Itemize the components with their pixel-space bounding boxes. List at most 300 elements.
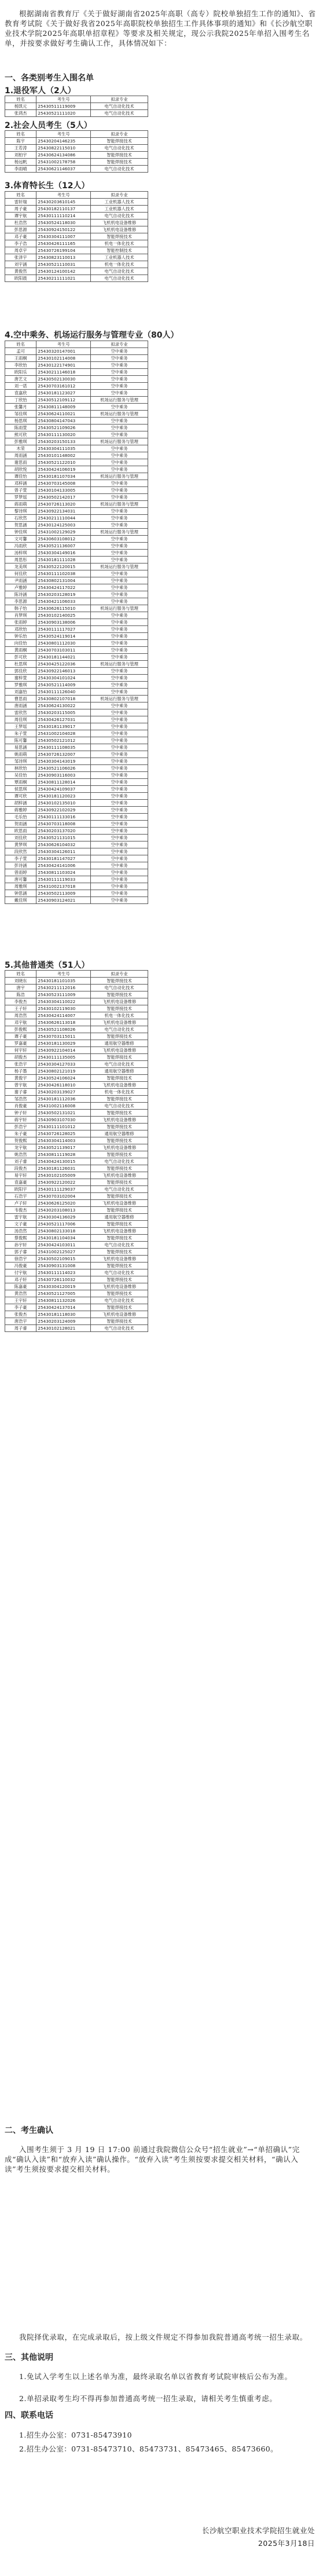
exam-id-cell: 25430211146018	[36, 369, 91, 376]
table-row	[5, 1290, 148, 1297]
name-cell: 周雨涵	[5, 452, 36, 459]
column-header: 考生号	[36, 341, 91, 348]
exam-id-cell: 25430521136007	[36, 543, 91, 550]
table-row	[5, 633, 148, 640]
name-cell: 邓子豪	[5, 233, 36, 240]
name-cell: 朱子豪	[5, 1130, 36, 1137]
name-cell: 罗嘉豪	[5, 1040, 36, 1047]
table-row	[5, 543, 148, 550]
section-title-confirm: 二、考生确认	[5, 2126, 53, 2135]
name-cell: 彭雅琪	[5, 438, 36, 445]
major-cell: 智能焊接技术	[91, 978, 148, 985]
table-row	[5, 390, 148, 397]
name-cell: 徐浩宇	[5, 1256, 36, 1263]
exam-id-cell: 25430111102038	[36, 570, 91, 577]
major-cell: 电气自动化技术	[91, 1103, 148, 1110]
name-cell: 易宇轩	[5, 1172, 36, 1179]
exam-id-cell: 25430726113020	[36, 501, 91, 508]
name-cell: 陈雨萱	[5, 425, 36, 431]
major-cell: 智能焊接技术	[91, 1193, 148, 1200]
exam-id-cell: 25430304114003	[36, 1137, 91, 1144]
exam-id-cell: 25430181104034	[36, 1235, 91, 1242]
column-header: 姓名	[5, 971, 36, 978]
major-cell: 智能焊接技术	[91, 1110, 148, 1117]
name-cell: 钟思涵	[5, 890, 36, 897]
major-cell: 智能焊接技术	[91, 1075, 148, 1082]
table-row	[5, 758, 148, 765]
table-header-row	[5, 192, 148, 199]
name-cell: 杜思琪	[5, 661, 36, 668]
intro-paragraph: 根据湖南省教育厅《关于做好湖南省2025年高职（高专）院校单独招生工作的通知》、省教育考试院《关于做好我省2025年高职院校单独招生工作具体事项的通知》和《长沙航空职业技术学院2025年高职单招章程》等要求及相关规定，现公示我院2025年单招入围考生名单，并按要求做好考生确认工作，具体情况如下：	[5, 9, 316, 47]
major-cell: 电气自动化技术	[91, 110, 148, 117]
roster-table	[5, 96, 148, 117]
column-header: 考生号	[36, 192, 91, 199]
table-row	[5, 1228, 148, 1235]
table-row	[5, 1082, 148, 1089]
major-cell: 空中乘务	[91, 348, 148, 355]
exam-id-cell: 25430425122036	[36, 661, 91, 668]
major-cell: 机场运行服务与管理	[91, 661, 148, 668]
exam-id-cell: 25430522120015	[36, 564, 91, 570]
name-cell: 贺雨涵	[5, 821, 36, 828]
major-cell: 空中乘务	[91, 425, 148, 431]
table-row	[5, 723, 148, 730]
table-row	[5, 661, 148, 668]
exam-id-cell: 25430111110214	[36, 213, 91, 219]
name-cell: 向佳怡	[5, 640, 36, 647]
major-cell: 空中乘务	[91, 751, 148, 758]
major-cell: 机场运行服务与管理	[91, 438, 148, 445]
name-cell: 韩子怡	[5, 605, 36, 612]
name-cell: 张浩宇	[5, 1061, 36, 1068]
table-row	[5, 1124, 148, 1130]
exam-id-cell: 25430703102004	[36, 1193, 91, 1200]
major-cell: 空中乘务	[91, 515, 148, 522]
table-row	[5, 998, 148, 1005]
major-cell: 飞机机电设备维修	[91, 1144, 148, 1151]
confirm-paragraph: 入围考生须于 3 月 19 日 17:00 前通过我院微信公众号“招生就业”→“单招确认”完成“确认入读”和“放弃入读”确认操作。“放弃入读”考生须按要求提交相关材料，“确认入读”考生须按要求提交相关材料。	[5, 2145, 300, 2174]
major-cell: 空中乘务	[91, 869, 148, 876]
name-cell: 贺俊熙	[5, 1137, 36, 1144]
exam-id-cell: 25430811148009	[36, 404, 91, 411]
exam-id-cell: 25430426111165	[36, 240, 91, 247]
table-row	[5, 682, 148, 689]
table-row	[5, 199, 148, 206]
exam-id-cell: 25430903107030	[36, 1117, 91, 1124]
exam-id-cell: 25430181118030	[36, 1311, 91, 1318]
name-cell: 石浩宇	[5, 1193, 36, 1200]
major-cell: 飞机机电设备维修	[91, 226, 148, 233]
major-cell: 电气自动化技术	[91, 1158, 148, 1165]
major-cell: 空中乘务	[91, 536, 148, 543]
name-cell: 罗雅琪	[5, 682, 36, 689]
table-row	[5, 501, 148, 508]
major-cell: 电气自动化技术	[91, 1061, 148, 1068]
major-cell: 智能焊接技术	[91, 1033, 148, 1040]
major-cell: 通用航空器维修	[91, 1130, 148, 1137]
exam-id-cell: 25430211111021	[36, 275, 91, 282]
name-cell: 肖俊豪	[5, 1103, 36, 1110]
table-row	[5, 626, 148, 633]
group-title: 4.空中乘务、机场运行服务与管理专业（80人）	[5, 331, 179, 340]
exam-id-cell: 25430726199104	[36, 247, 91, 254]
confirm-paragraph-2: 我院择优录取，在完成录取后，按上级文件规定不得参加我院普通高考统一招生录取。	[19, 2332, 307, 2341]
table-row	[5, 1130, 148, 1137]
table-row	[5, 793, 148, 800]
table-row	[5, 890, 148, 897]
exam-id-cell: 25430502109015	[36, 1256, 91, 1263]
name-cell: 周卓宇	[5, 247, 36, 254]
exam-id-cell: 25430102140025	[36, 612, 91, 619]
name-cell: 姚雨萌	[5, 751, 36, 758]
table-row	[5, 612, 148, 619]
major-cell: 电气自动化技术	[91, 166, 148, 173]
exam-id-cell: 25430502113009	[36, 890, 91, 897]
exam-id-cell: 25430102114008	[36, 355, 91, 362]
exam-id-cell: 25430203128019	[36, 591, 91, 598]
exam-id-cell: 25430802131004	[36, 577, 91, 584]
major-cell: 空中乘务	[91, 744, 148, 751]
section-title-notes: 三、其他说明	[5, 2353, 53, 2362]
exam-id-cell: 25430524118030	[36, 219, 91, 226]
table-row	[5, 247, 148, 254]
exam-id-cell: 25430922146013	[36, 668, 91, 675]
major-cell: 飞机机电设备维修	[91, 219, 148, 226]
exam-id-cell: 25430521114009	[36, 682, 91, 689]
exam-id-cell: 25430203115005	[36, 709, 91, 716]
exam-id-cell: 25430811119028	[36, 1151, 91, 1158]
exam-id-cell: 25430111126040	[36, 689, 91, 696]
major-cell: 空中乘务	[91, 508, 148, 515]
major-cell: 空中乘务	[91, 466, 148, 473]
major-cell: 智能焊接技术	[91, 138, 148, 145]
name-cell: 李欣怡	[5, 362, 36, 369]
major-cell: 空中乘务	[91, 758, 148, 765]
table-header-row	[5, 96, 148, 103]
major-cell: 空中乘务	[91, 800, 148, 807]
name-cell: 谭佳怡	[5, 473, 36, 480]
exam-id-cell: 25430102119030	[36, 1005, 91, 1012]
table-row	[5, 445, 148, 452]
table-row	[5, 744, 148, 751]
exam-id-cell: 25430512109112	[36, 397, 91, 404]
name-cell: 周子睿	[5, 1325, 36, 1332]
table-row	[5, 1214, 148, 1221]
table-row	[5, 737, 148, 744]
exam-id-cell: 25430626125020	[36, 1200, 91, 1207]
table-row	[5, 862, 148, 869]
table-row	[5, 1075, 148, 1082]
table-row	[5, 397, 148, 404]
table-row	[5, 1117, 148, 1124]
table-row	[5, 1165, 148, 1172]
exam-id-cell: 25430903138006	[36, 619, 91, 626]
name-cell: 易思涵	[5, 744, 36, 751]
major-cell: 智能焊接技术	[91, 1096, 148, 1103]
name-cell: 吴佳怡	[5, 772, 36, 779]
name-cell: 胡俊杰	[5, 1054, 36, 1061]
exam-id-cell: 25430111114023	[36, 1269, 91, 1276]
table-row	[5, 577, 148, 584]
exam-id-cell: 25430181123027	[36, 390, 91, 397]
major-cell: 空中乘务	[91, 487, 148, 494]
table-row	[5, 438, 148, 445]
table-row	[5, 369, 148, 376]
exam-id-cell: 25430521111020	[36, 110, 91, 117]
exam-id-cell: 25430521110031	[36, 261, 91, 268]
major-cell: 空中乘务	[91, 702, 148, 709]
major-cell: 空中乘务	[91, 855, 148, 862]
major-cell: 空中乘务	[91, 765, 148, 772]
exam-id-cell: 25430102128021	[36, 1325, 91, 1332]
roster-table	[5, 970, 148, 1332]
table-row	[5, 268, 148, 275]
name-cell: 龙宇航	[5, 1144, 36, 1151]
table-row	[5, 425, 148, 431]
name-cell: 欧思雨	[5, 828, 36, 835]
table-row	[5, 431, 148, 438]
exam-id-cell: 25430181112036	[36, 1096, 91, 1103]
exam-id-cell: 25430111119033	[36, 876, 91, 883]
table-row	[5, 515, 148, 522]
major-cell: 通用航空器维修	[91, 1040, 148, 1047]
exam-id-cell: 25430111101012	[36, 1124, 91, 1130]
exam-id-cell: 25430603108012	[36, 536, 91, 543]
table-row	[5, 452, 148, 459]
table-row	[5, 675, 148, 682]
table-row	[5, 494, 148, 501]
exam-id-cell: 25430203108013	[36, 1207, 91, 1214]
table-row	[5, 536, 148, 543]
name-cell: 钟乐怡	[5, 633, 36, 640]
exam-id-cell: 25431002129029	[36, 529, 91, 536]
column-header: 拟录专业	[91, 971, 148, 978]
major-cell: 飞机机电设备维修	[91, 1117, 148, 1124]
major-cell: 空中乘务	[91, 737, 148, 744]
name-cell: 张鸿杰	[5, 110, 36, 117]
table-row	[5, 584, 148, 591]
exam-id-cell: 25431002178758	[36, 159, 91, 166]
exam-id-cell: 25430211112016	[36, 985, 91, 991]
table-row	[5, 1276, 148, 1283]
name-cell: 卢子轩	[5, 1200, 36, 1207]
name-cell: 刘晓东	[5, 978, 36, 985]
table-row	[5, 869, 148, 876]
exam-id-cell: 25430203150133	[36, 438, 91, 445]
exam-id-cell: 25430823110013	[36, 254, 91, 261]
exam-id-cell: 25430122174901	[36, 362, 91, 369]
exam-id-cell: 25430426118010	[36, 1082, 91, 1089]
name-cell: 邹佳琪	[5, 411, 36, 418]
name-cell: 孟可	[5, 348, 36, 355]
exam-id-cell: 25430101148002	[36, 452, 91, 459]
major-cell: 空中乘务	[91, 619, 148, 626]
table-row	[5, 459, 148, 466]
exam-id-cell: 25430703115011	[36, 1033, 91, 1040]
table-row	[5, 557, 148, 564]
table-row	[5, 598, 148, 605]
table-row	[5, 1256, 148, 1263]
major-cell: 飞机机电设备维修	[91, 1311, 148, 1318]
name-cell: 邹诗琪	[5, 758, 36, 765]
table-row	[5, 1242, 148, 1249]
table-row	[5, 835, 148, 841]
major-cell: 空中乘务	[91, 821, 148, 828]
name-cell: 蒋雅婷	[5, 807, 36, 814]
table-row	[5, 466, 148, 473]
exam-id-cell: 25430304111007	[36, 233, 91, 240]
exam-id-cell: 25430181101035	[36, 978, 91, 985]
table-row	[5, 206, 148, 213]
exam-id-cell: 25430424130015	[36, 1158, 91, 1165]
name-cell: 刘宇涵	[5, 261, 36, 268]
name-cell: 姚浩然	[5, 1151, 36, 1158]
note-1: 1.免试入学考生以上述名单为准，最终录取名单以省教育考试院审核后公布为准。	[19, 2372, 292, 2381]
table-row	[5, 991, 148, 998]
name-cell: 段俊杰	[5, 1165, 36, 1172]
exam-id-cell: 25430111133016	[36, 814, 91, 821]
name-cell: 杨思琪	[5, 418, 36, 425]
major-cell: 机场运行服务与管理	[91, 605, 148, 612]
name-cell: 陈可馨	[5, 737, 36, 744]
table-row	[5, 1186, 148, 1193]
major-cell: 空中乘务	[91, 709, 148, 716]
table-row	[5, 166, 148, 173]
table-row	[5, 814, 148, 821]
table-row	[5, 1068, 148, 1075]
name-cell: 文子豪	[5, 1221, 36, 1228]
table-row	[5, 404, 148, 411]
table-row	[5, 1040, 148, 1047]
exam-id-cell: 25430524106024	[36, 1075, 91, 1082]
exam-id-cell: 25430111135005	[36, 1054, 91, 1061]
exam-id-cell: 25430203137020	[36, 828, 91, 835]
name-cell: 李思源	[5, 598, 36, 605]
table-row	[5, 383, 148, 390]
table-row	[5, 1179, 148, 1186]
name-cell: 周佳琪	[5, 716, 36, 723]
exam-id-cell: 25430802107018	[36, 696, 91, 702]
table-row	[5, 821, 148, 828]
table-row	[5, 411, 148, 418]
table-row	[5, 1005, 148, 1012]
name-cell: 文可馨	[5, 536, 36, 543]
exam-id-cell: 25430811132026	[36, 1297, 91, 1304]
major-cell: 机电一体化技术	[91, 1012, 148, 1019]
exam-id-cell: 25430304143019	[36, 758, 91, 765]
name-cell: 付宇航	[5, 1269, 36, 1276]
table-row	[5, 1103, 148, 1110]
table-row	[5, 772, 148, 779]
exam-id-cell: 25430811103024	[36, 869, 91, 876]
major-cell: 通用航空器维修	[91, 1068, 148, 1075]
major-cell: 空中乘务	[91, 654, 148, 661]
table-row	[5, 522, 148, 529]
major-cell: 智能焊接技术	[91, 233, 148, 240]
major-cell: 机电一体化技术	[91, 1089, 148, 1096]
exam-id-cell: 25430922134031	[36, 508, 91, 515]
table-header-row	[5, 131, 148, 138]
table-row	[5, 1054, 148, 1061]
major-cell: 电气自动化技术	[91, 1269, 148, 1276]
major-cell: 空中乘务	[91, 494, 148, 501]
table-row	[5, 487, 148, 494]
table-row	[5, 1193, 148, 1200]
name-cell: 李雨晴	[5, 166, 36, 173]
major-cell: 电气自动化技术	[91, 1026, 148, 1033]
exam-id-cell: 25430424106019	[36, 466, 91, 473]
exam-id-cell: 25430424137014	[36, 1304, 91, 1311]
name-cell: 蒋宇轩	[5, 1117, 36, 1124]
exam-id-cell: 25430181126031	[36, 1165, 91, 1172]
major-cell: 智能焊接技术	[91, 1304, 148, 1311]
major-cell: 空中乘务	[91, 779, 148, 786]
table-row	[5, 716, 148, 723]
exam-id-cell: 25430811128014	[36, 779, 91, 786]
name-cell: 蔡俊熙	[5, 1235, 36, 1242]
column-header: 姓名	[5, 341, 36, 348]
exam-id-cell: 25430521139017	[36, 1144, 91, 1151]
major-cell: 电气自动化技术	[91, 103, 148, 110]
name-cell: 彭可欣	[5, 654, 36, 661]
major-cell: 机电一体化技术	[91, 240, 148, 247]
exam-id-cell: 25430181130029	[36, 1040, 91, 1047]
exam-id-cell: 25430922102029	[36, 807, 91, 814]
major-cell: 空中乘务	[91, 848, 148, 855]
major-cell: 智能焊接技术	[91, 152, 148, 159]
exam-id-cell: 25430181139017	[36, 723, 91, 730]
exam-id-cell: 25430624110021	[36, 411, 91, 418]
exam-id-cell: 25430621146037	[36, 166, 91, 173]
exam-id-cell: 25430822115010	[36, 145, 91, 152]
name-cell: 欧阳晨	[5, 275, 36, 282]
name-cell: 陈浩	[5, 991, 36, 998]
major-cell: 空中乘务	[91, 668, 148, 675]
table-row	[5, 213, 148, 219]
name-cell: 周浩然	[5, 1012, 36, 1019]
column-header: 考生号	[36, 131, 91, 138]
name-cell: 黄梦琪	[5, 841, 36, 848]
table-row	[5, 1151, 148, 1158]
exam-id-cell: 25430102135010	[36, 800, 91, 807]
table-row	[5, 800, 148, 807]
name-cell: 谢梓萱	[5, 675, 36, 682]
major-cell: 空中乘务	[91, 807, 148, 814]
name-cell: 王若涛	[5, 145, 36, 152]
name-cell: 黎诗琪	[5, 508, 36, 515]
name-cell: 邓梓涵	[5, 480, 36, 487]
name-cell: 何佳欣	[5, 570, 36, 577]
table-row	[5, 1325, 148, 1332]
table-row	[5, 1269, 148, 1276]
name-cell: 尹雨涵	[5, 577, 36, 584]
name-cell: 郭子睿	[5, 1249, 36, 1256]
group-title: 1.退役军人（2人）	[5, 86, 76, 96]
exam-id-cell: 25430304126011	[36, 848, 91, 855]
major-cell: 飞机机电设备维修	[91, 1082, 148, 1089]
table-row	[5, 1033, 148, 1040]
exam-id-cell: 25430421106033	[36, 598, 91, 605]
major-cell: 智能焊接技术	[91, 1276, 148, 1283]
name-cell: 冯俊豪	[5, 1263, 36, 1269]
table-row	[5, 828, 148, 835]
table-row	[5, 564, 148, 570]
exam-id-cell: 25430903116003	[36, 772, 91, 779]
table-row	[5, 1110, 148, 1117]
name-cell: 唐可馨	[5, 876, 36, 883]
name-cell: 李俊杰	[5, 998, 36, 1005]
exam-id-cell: 25430903131008	[36, 1263, 91, 1269]
